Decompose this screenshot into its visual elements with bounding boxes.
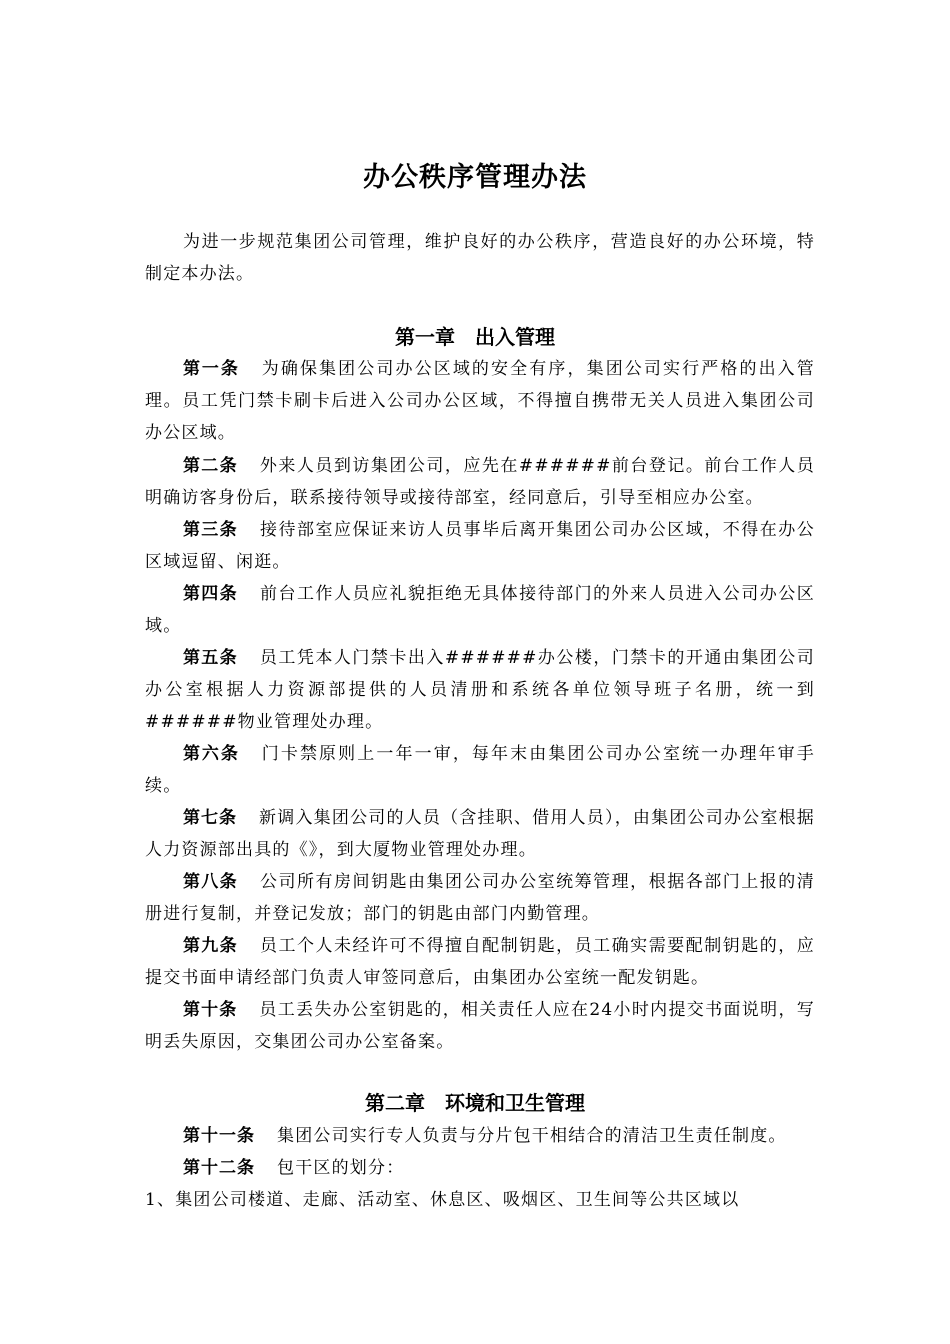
article-label: 第二条 bbox=[183, 456, 238, 476]
article-text: 包干区的划分： bbox=[277, 1158, 405, 1178]
article-text: 员工丢失办公室钥匙的，相关责任人应在24小时内提交书面说明，写明丢失原因，交集团公司办公室备案。 bbox=[145, 1000, 815, 1052]
article-3 bbox=[145, 514, 815, 578]
article-10 bbox=[145, 994, 815, 1058]
article-12 bbox=[145, 1152, 815, 1184]
chapter-2-heading: 第二章 环境和卫生管理 bbox=[365, 1091, 585, 1115]
article-9 bbox=[145, 930, 815, 994]
article-text: 接待部室应保证来访人员事毕后离开集团公司办公区域，不得在办公区域逗留、闲逛。 bbox=[145, 520, 815, 572]
article-text: 员工凭本人门禁卡出入######办公楼，门禁卡的开通由集团公司办公室根据人力资源部提供的人员清册和系统各单位领导班子名册，统一到######物业管理处办理。 bbox=[145, 648, 816, 732]
intro-paragraph: 为进一步规范集团公司管理，维护良好的办公秩序，营造良好的办公环境，特制定本办法。 bbox=[145, 232, 815, 284]
article-6 bbox=[145, 738, 815, 802]
article-label: 第十一条 bbox=[183, 1126, 255, 1146]
article-label: 第四条 bbox=[183, 584, 238, 604]
article-label: 第七条 bbox=[183, 808, 238, 828]
article-text: 员工个人未经许可不得擅自配制钥匙，员工确实需要配制钥匙的，应提交书面申请经部门负责人审签同意后，由集团办公室统一配发钥匙。 bbox=[145, 936, 815, 988]
article-text: 前台工作人员应礼貌拒绝无具体接待部门的外来人员进入公司办公区域。 bbox=[145, 584, 815, 636]
article-label: 第六条 bbox=[183, 744, 240, 764]
article-label: 第五条 bbox=[183, 648, 238, 668]
article-5 bbox=[145, 642, 815, 738]
article-8 bbox=[145, 866, 815, 930]
article-7 bbox=[145, 802, 815, 866]
list-item: 1、集团公司楼道、走廊、活动室、休息区、吸烟区、卫生间等公共区域以 bbox=[145, 1190, 740, 1210]
article-text: 集团公司实行专人负责与分片包干相结合的清洁卫生责任制度。 bbox=[277, 1126, 787, 1146]
article-text: 门卡禁原则上一年一审，每年末由集团公司办公室统一办理年审手续。 bbox=[145, 744, 815, 796]
article-1 bbox=[145, 353, 815, 449]
page-title: 办公秩序管理办法 bbox=[363, 162, 587, 193]
article-label: 第十二条 bbox=[183, 1158, 255, 1178]
article-label: 第九条 bbox=[183, 936, 238, 956]
article-text: 为确保集团公司办公区域的安全有序，集团公司实行严格的出入管理。员工凭门禁卡刷卡后进入公司办公区域，不得擅自携带无关人员进入集团公司办公区域。 bbox=[145, 359, 815, 443]
article-label: 第一条 bbox=[183, 359, 240, 379]
article-text: 外来人员到访集团公司，应先在######前台登记。前台工作人员明确访客身份后，联系接待领导或接待部室，经同意后，引导至相应办公室。 bbox=[145, 456, 816, 508]
article-11 bbox=[145, 1120, 815, 1152]
chapter-1-heading: 第一章 出入管理 bbox=[395, 325, 555, 349]
article-text: 公司所有房间钥匙由集团公司办公室统筹管理，根据各部门上报的清册进行复制，并登记发放；部门的钥匙由部门内勤管理。 bbox=[145, 872, 815, 924]
article-label: 第三条 bbox=[183, 520, 238, 540]
article-text: 新调入集团公司的人员（含挂职、借用人员），由集团公司办公室根据人力资源部出具的《》，到大厦物业管理处办理。 bbox=[145, 808, 815, 860]
article-label: 第十条 bbox=[183, 1000, 238, 1020]
article-2 bbox=[145, 450, 815, 514]
article-label: 第八条 bbox=[183, 872, 238, 892]
article-4 bbox=[145, 578, 815, 642]
